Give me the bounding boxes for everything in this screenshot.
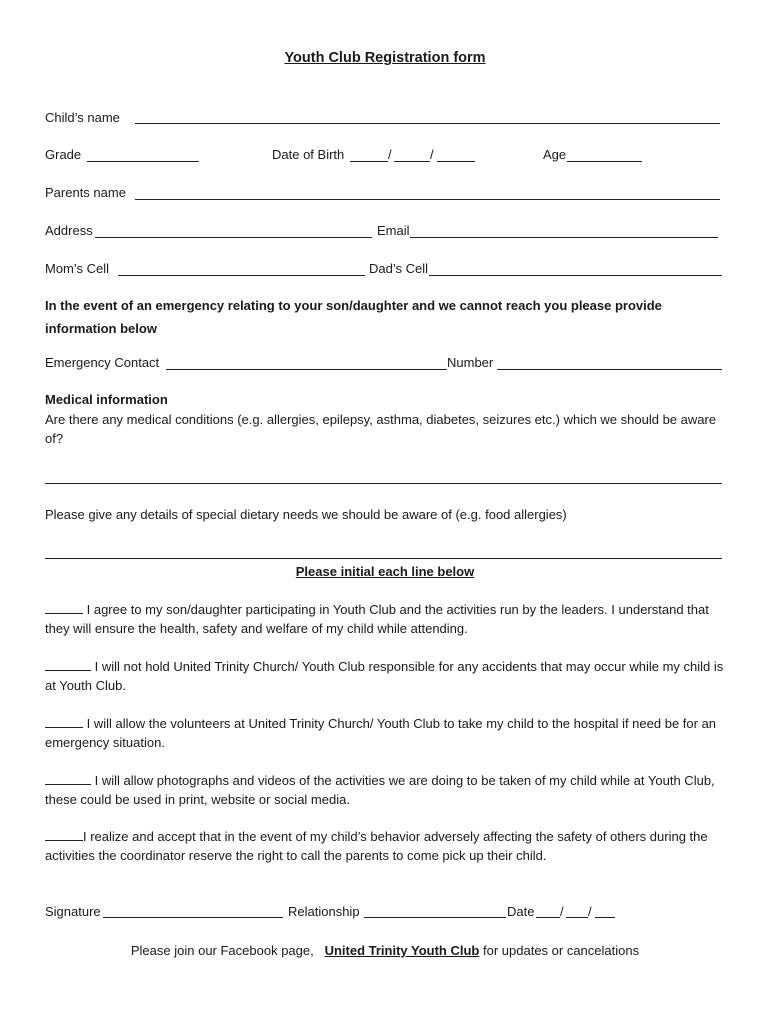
signature-label: Signature — [45, 904, 101, 919]
emergency-note-line1: In the event of an emergency relating to your son/daughter and we cannot reach you please provide — [45, 298, 662, 313]
parents-name-field[interactable] — [135, 199, 720, 200]
initial-field-5[interactable] — [45, 828, 83, 841]
dob-day-field[interactable] — [394, 161, 430, 162]
date-separator-1: / — [560, 904, 564, 919]
signature-field[interactable] — [103, 917, 283, 918]
agreement-1-text: I agree to my son/daughter participating in Youth Club and the activities run by the leaders. I understand that they will ensure the health, safety and welfare of my child while attending. — [45, 602, 709, 636]
agreement-5-text: I realize and accept that in the event of my child’s behavior adversely affecting the safety of others during the activities the coordinator reserve the right to call the parents to come pick up their child. — [45, 829, 708, 863]
agreement-2-text: I will not hold United Trinity Church/ Youth Club responsible for any accidents that may occur while my child is at Youth Club. — [45, 659, 724, 693]
date-label: Date — [507, 904, 535, 919]
age-field[interactable] — [567, 161, 642, 162]
initial-heading: Please initial each line below — [295, 564, 475, 579]
initial-field-2[interactable] — [45, 658, 91, 671]
email-field[interactable] — [410, 237, 718, 238]
footer-prefix: Please join our Facebook page, — [130, 943, 314, 958]
dob-year-field[interactable] — [437, 161, 475, 162]
facebook-link[interactable]: United Trinity Youth Club — [324, 943, 480, 958]
childs-name-field[interactable] — [135, 123, 720, 124]
emergency-note-line2: information below — [45, 321, 157, 336]
dads-cell-label: Dad’s Cell — [369, 261, 429, 276]
number-label: Number — [447, 355, 494, 370]
age-label: Age — [543, 147, 567, 162]
agreement-4-text: I will allow photographs and videos of the activities we are doing to be taken of my child while at Youth Club, these could be used in print, website or social media. — [45, 773, 715, 807]
medical-heading: Medical information — [45, 392, 168, 407]
dob-label: Date of Birth — [272, 147, 345, 162]
agreement-2 — [45, 657, 725, 695]
dob-separator-1: / — [388, 147, 392, 162]
dietary-question: Please give any details of special dietary needs we should be aware of (e.g. food allergies) — [45, 507, 567, 522]
relationship-field[interactable] — [364, 917, 506, 918]
agreement-4 — [45, 771, 725, 809]
date-month-field[interactable] — [536, 917, 560, 918]
form-title: Youth Club Registration form — [284, 50, 486, 66]
moms-cell-label: Mom’s Cell — [45, 261, 110, 276]
date-day-field[interactable] — [566, 917, 588, 918]
dob-separator-2: / — [430, 147, 434, 162]
emergency-number-field[interactable] — [497, 369, 722, 370]
agreement-5 — [45, 827, 725, 865]
initial-field-4[interactable] — [45, 772, 91, 785]
date-year-field[interactable] — [595, 917, 615, 918]
agreement-1 — [45, 600, 725, 638]
agreement-3-text: I will allow the volunteers at United Trinity Church/ Youth Club to take my child to the hospital if need be for an emergency situation. — [45, 716, 717, 750]
email-label: Email — [377, 223, 410, 238]
parents-name-label: Parents name — [45, 185, 126, 200]
agreement-3 — [45, 714, 725, 752]
address-field[interactable] — [95, 237, 372, 238]
medical-question: Are there any medical conditions (e.g. allergies, epilepsy, asthma, diabetes, seizures etc.) which we should be aware of? — [45, 412, 717, 446]
emergency-contact-field[interactable] — [166, 369, 447, 370]
address-label: Address — [45, 223, 93, 238]
initial-field-3[interactable] — [45, 715, 83, 728]
initial-field-1[interactable] — [45, 601, 83, 614]
medical-conditions-field[interactable] — [45, 483, 722, 484]
footer-suffix: for updates or cancelations — [483, 943, 640, 958]
grade-field[interactable] — [87, 161, 199, 162]
relationship-label: Relationship — [288, 904, 360, 919]
grade-label: Grade — [45, 147, 82, 162]
moms-cell-field[interactable] — [118, 275, 365, 276]
dietary-needs-field[interactable] — [45, 558, 722, 559]
emergency-contact-label: Emergency Contact — [45, 355, 160, 370]
footer-note — [0, 943, 770, 958]
date-separator-2: / — [588, 904, 592, 919]
dob-month-field[interactable] — [350, 161, 388, 162]
dads-cell-field[interactable] — [429, 275, 722, 276]
childs-name-label: Child’s name — [45, 110, 120, 125]
